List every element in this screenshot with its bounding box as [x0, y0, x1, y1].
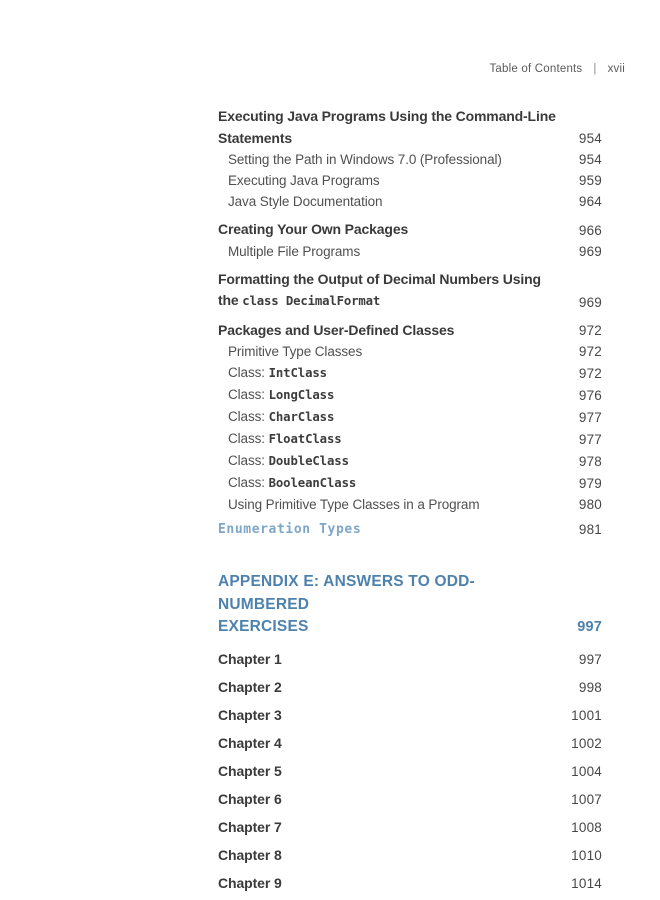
toc-page-number: 997	[578, 651, 602, 667]
toc-page-number: 972	[578, 344, 602, 359]
toc-page-number: 969	[578, 294, 602, 310]
toc-entry	[218, 406, 602, 428]
toc-page-number: 954	[578, 152, 602, 167]
chapter-label: Chapter 6	[218, 790, 282, 807]
toc-entry-label: Class: DoubleClass	[228, 453, 349, 468]
toc-entry-label: Multiple File Programs	[228, 243, 361, 259]
running-header	[489, 63, 625, 75]
chapter-entry	[218, 792, 602, 807]
code-text: BooleanClass	[268, 476, 357, 490]
chapter-label: Chapter 2	[218, 678, 282, 695]
toc-page-number: 969	[578, 243, 602, 259]
chapter-label: Chapter 1	[218, 650, 282, 667]
appendix-heading-label: APPENDIX E: ANSWERS TO ODD-NUMBERED EXERCISES	[218, 573, 475, 635]
toc-entry-label: Enumeration Types	[218, 522, 362, 537]
toc-page-number: 959	[578, 173, 602, 188]
code-text: DoubleClass	[268, 454, 349, 468]
toc-page-number: 978	[578, 454, 602, 469]
running-header-title: Table of Contents	[489, 63, 583, 75]
code-text: FloatClass	[268, 432, 342, 446]
toc-entry	[218, 191, 602, 212]
toc-entry	[218, 450, 602, 472]
toc-page-number: 1004	[571, 763, 602, 779]
toc-entry	[218, 219, 602, 241]
chapter-label: Chapter 9	[218, 874, 282, 891]
chapter-entry	[218, 652, 602, 667]
toc-page-number: 954	[578, 131, 602, 146]
toc-entry	[218, 362, 602, 384]
toc-entry-label: Class: FloatClass	[228, 431, 342, 446]
toc-entry	[218, 494, 602, 515]
toc-entry	[218, 384, 602, 406]
toc-page-number: 1014	[571, 875, 602, 891]
toc-entry-label: Class: LongClass	[228, 387, 335, 402]
toc-page-number: 981	[578, 522, 602, 537]
toc-entry	[218, 320, 602, 342]
chapter-label: Chapter 7	[218, 818, 282, 835]
toc-page-number: 998	[578, 679, 602, 695]
code-text: LongClass	[268, 388, 335, 402]
chapter-entry	[218, 680, 602, 695]
toc-page-number: 1002	[571, 735, 602, 751]
appendix-heading	[218, 571, 602, 639]
toc-page-number: 980	[578, 497, 602, 512]
code-text: class DecimalFormat	[242, 294, 381, 308]
chapter-entry	[218, 876, 602, 891]
toc-entry	[218, 269, 602, 313]
toc-entry-label: Setting the Path in Windows 7.0 (Professional)	[228, 152, 502, 167]
toc-page-number: 972	[578, 323, 602, 338]
chapter-entry	[218, 764, 602, 779]
toc-page-number: 979	[578, 476, 602, 491]
chapter-entry	[218, 708, 602, 723]
chapter-label: Chapter 3	[218, 706, 282, 723]
folio-page-number: xvii	[607, 63, 625, 75]
toc-entry-label: Formatting the Output of Decimal Numbers Using the class DecimalFormat	[218, 270, 541, 308]
toc-page-number: 997	[577, 619, 602, 635]
toc-entry	[218, 519, 602, 540]
chapter-entry	[218, 736, 602, 751]
toc-page-number: 1001	[571, 707, 602, 723]
toc-entry-label: Packages and User-Defined Classes	[218, 321, 455, 338]
chapter-entry	[218, 820, 602, 835]
toc-page-number: 966	[578, 222, 602, 238]
toc-entry	[218, 149, 602, 170]
toc-entry-label: Java Style Documentation	[228, 194, 383, 209]
toc-page-number: 976	[578, 388, 602, 403]
toc-entry-label: Using Primitive Type Classes in a Program	[228, 497, 480, 512]
toc-entry-label: Primitive Type Classes	[228, 344, 363, 359]
toc-entry-label: Creating Your Own Packages	[218, 221, 409, 237]
toc-entry	[218, 106, 602, 149]
toc-page-number: 1007	[571, 791, 602, 807]
chapter-label: Chapter 5	[218, 762, 282, 779]
toc-entry	[218, 428, 602, 450]
chapter-list	[218, 652, 602, 891]
toc-entry	[218, 472, 602, 494]
toc-entry-label: Executing Java Programs Using the Command-Line Statements	[218, 108, 556, 146]
toc-page-number: 972	[578, 366, 602, 381]
toc-entry-label: Class: CharClass	[228, 409, 335, 424]
toc-page-number: 964	[578, 194, 602, 209]
toc-entry	[218, 341, 602, 362]
toc-entry	[218, 170, 602, 191]
toc-page-number: 977	[578, 432, 602, 447]
chapter-entry	[218, 848, 602, 863]
chapter-label: Chapter 4	[218, 734, 282, 751]
chapter-label: Chapter 8	[218, 846, 282, 863]
code-text: CharClass	[268, 410, 335, 424]
header-separator: |	[593, 63, 597, 75]
toc-content	[218, 106, 602, 891]
toc-page-number: 1010	[571, 847, 602, 863]
code-text: IntClass	[268, 366, 327, 380]
toc-entry-label: Class: BooleanClass	[228, 475, 357, 490]
toc-entry-label: Executing Java Programs	[228, 173, 380, 188]
toc-entry	[218, 241, 602, 262]
toc-page-number: 977	[578, 410, 602, 425]
toc-page-number: 1008	[571, 819, 602, 835]
toc-entry-label: Class: IntClass	[228, 365, 327, 380]
